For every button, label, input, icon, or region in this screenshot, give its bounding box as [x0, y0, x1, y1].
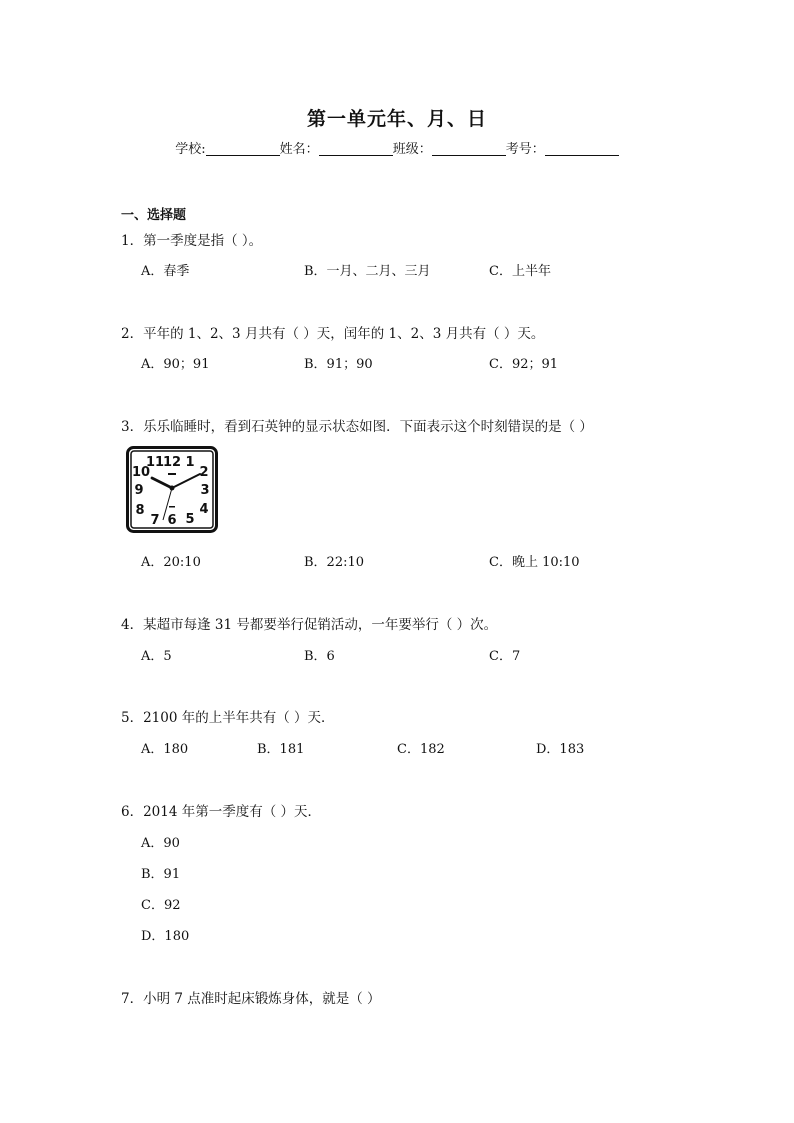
question-6: 6．2014 年第一季度有（ ）天． — [121, 804, 322, 820]
school-blank[interactable] — [206, 141, 280, 156]
clock-numeral-6: 6 — [167, 513, 177, 528]
clock-numeral-8: 8 — [135, 503, 145, 518]
q2-option-c[interactable]: C．92；91 — [489, 357, 559, 372]
question-2: 2．平年的 1、2、3 月共有（ ）天，闰年的 1、2、3 月共有（ ）天。 — [121, 326, 545, 342]
q5-option-c[interactable]: C．182 — [397, 742, 445, 757]
q3-option-c[interactable]: C．晚上 10:10 — [489, 555, 580, 570]
question-4: 4．某超市每逢 31 号都要举行促销活动，一年要举行（ ）次。 — [121, 617, 498, 633]
q4-option-a[interactable]: A．5 — [141, 649, 172, 664]
q4-option-b[interactable]: B．6 — [304, 649, 335, 664]
q1-option-b[interactable]: B．一月、二月、三月 — [304, 264, 431, 279]
section-title: 一、选择题 — [121, 208, 187, 223]
clock-numeral-11: 11 — [145, 455, 165, 470]
q6-option-a[interactable]: A．90 — [141, 836, 180, 851]
class-blank[interactable] — [432, 141, 506, 156]
q5-option-a[interactable]: A．180 — [141, 742, 189, 757]
q2-option-b[interactable]: B．91；90 — [304, 357, 373, 372]
school-label: 学校: — [175, 142, 206, 157]
question-1: 1．第一季度是指（ ）。 — [121, 233, 263, 249]
q5-option-d[interactable]: D．183 — [536, 742, 585, 757]
clock-numeral-9: 9 — [134, 483, 144, 498]
question-7: 7．小明 7 点准时起床锻炼身体，就是（ ） — [121, 991, 381, 1007]
q3-option-a[interactable]: A．20:10 — [141, 555, 201, 570]
name-blank[interactable] — [319, 141, 393, 156]
q1-option-a[interactable]: A．春季 — [141, 264, 190, 279]
q6-option-b[interactable]: B．91 — [141, 867, 181, 882]
clock-numeral-7: 7 — [150, 513, 160, 528]
student-info-line — [0, 138, 794, 157]
quartz-clock-image — [126, 446, 218, 533]
clock-numeral-5: 5 — [185, 512, 195, 527]
page-title: 第一单元年、月、日 — [306, 108, 487, 130]
q3-option-b[interactable]: B．22:10 — [304, 555, 365, 570]
q1-option-c[interactable]: C．上半年 — [489, 264, 551, 279]
q4-option-c[interactable]: C．7 — [489, 649, 521, 664]
exam-no-blank[interactable] — [545, 141, 619, 156]
class-label: 班级： — [392, 142, 432, 157]
question-3: 3．乐乐临睡时，看到石英钟的显示状态如图．下面表示这个时刻错误的是（ ） — [121, 419, 593, 435]
question-5: 5．2100 年的上半年共有（ ）天． — [121, 710, 335, 726]
clock-numeral-3: 3 — [200, 483, 210, 498]
q5-option-b[interactable]: B．181 — [257, 742, 305, 757]
q6-option-c[interactable]: C．92 — [141, 898, 181, 913]
name-label: 姓名： — [279, 142, 319, 157]
clock-numeral-10: 10 — [131, 465, 151, 480]
clock-icon — [126, 446, 218, 533]
clock-numeral-12: 12 — [162, 455, 182, 470]
q2-option-a[interactable]: A．90；91 — [141, 357, 210, 372]
exam-no-label: 考号： — [505, 142, 545, 157]
q6-option-d[interactable]: D．180 — [141, 929, 190, 944]
clock-numeral-2: 2 — [199, 465, 209, 480]
clock-numeral-1: 1 — [185, 455, 195, 470]
clock-numeral-4: 4 — [199, 502, 209, 517]
